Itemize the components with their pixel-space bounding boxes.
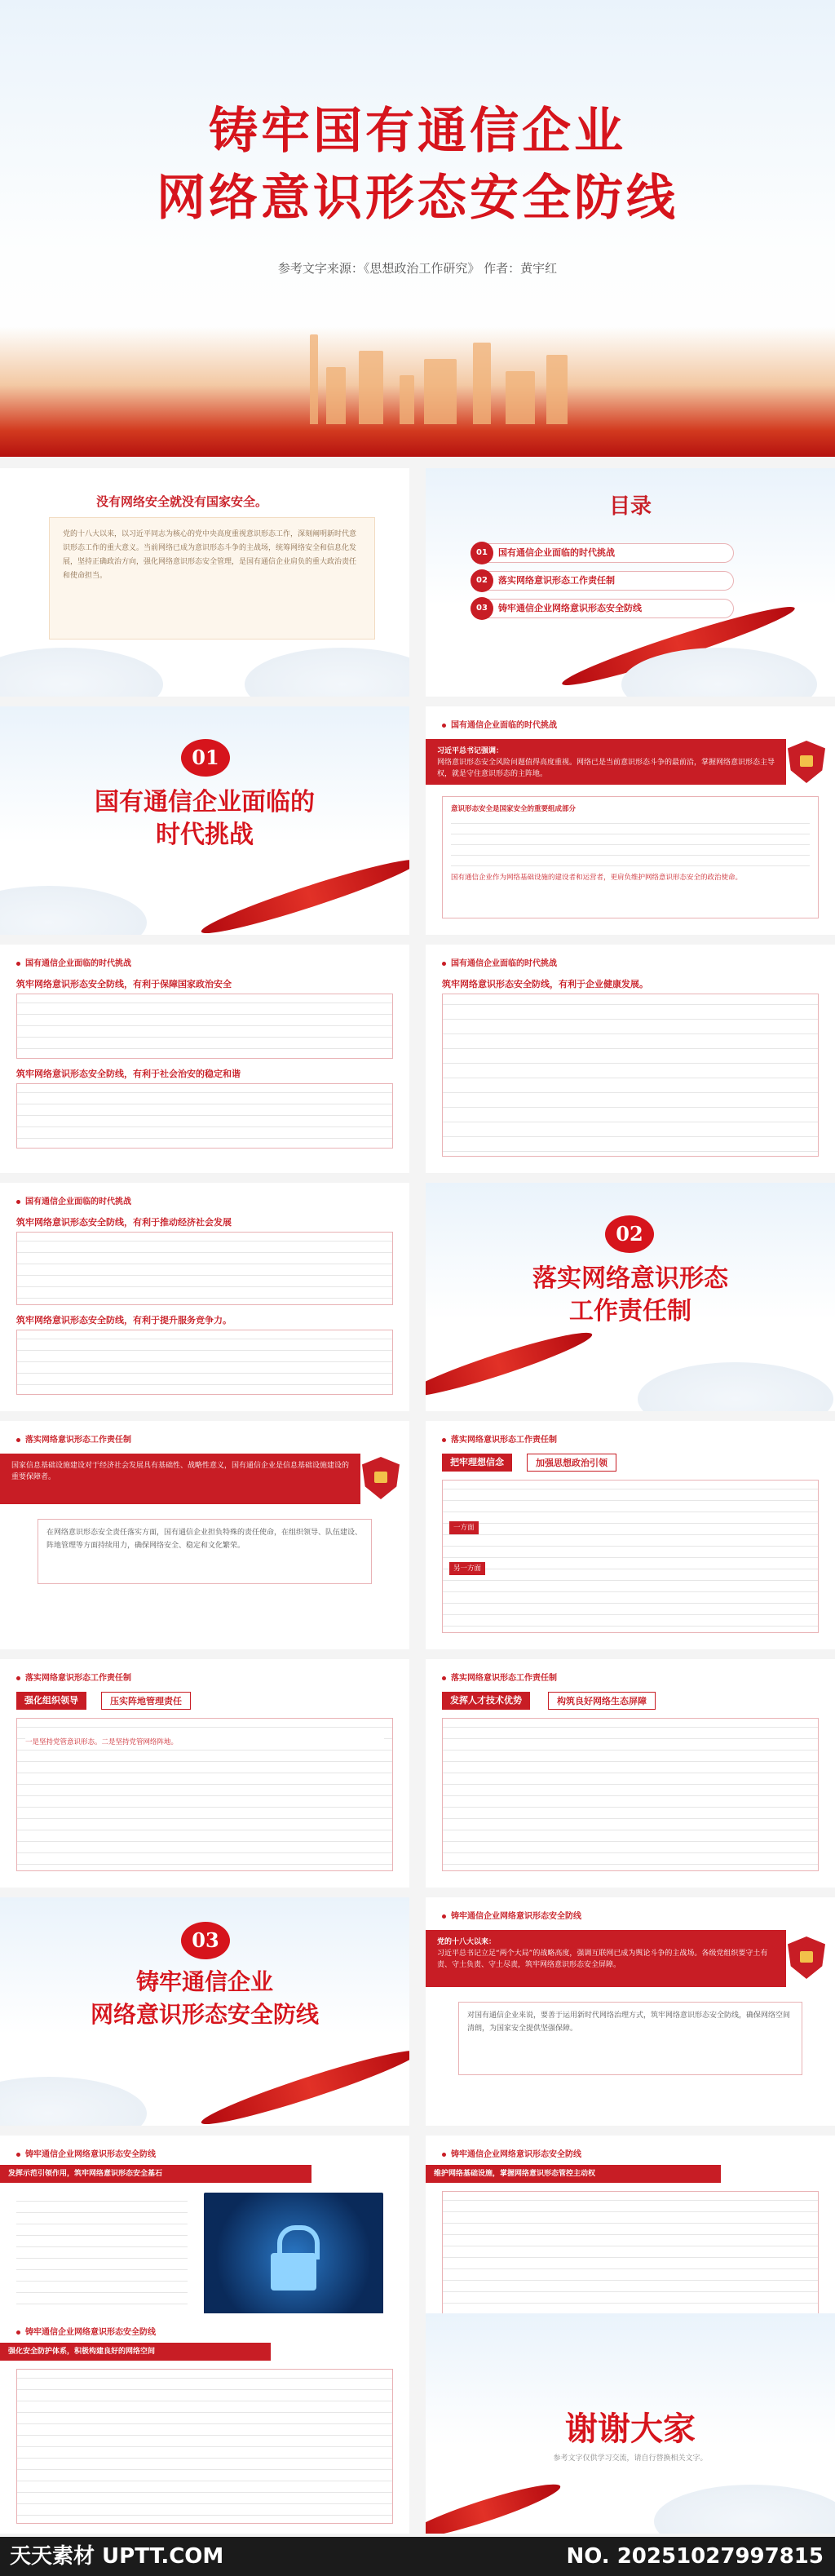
content-box: 对国有通信企业来说，要善于运用新时代网络治理方式，筑牢网络意识形态安全防线，确保网络空间清朗，为国家安全提供坚强保障。 <box>458 2002 802 2075</box>
content-box: 一方面 另一方面 <box>442 1480 819 1633</box>
content-box <box>16 1232 393 1305</box>
defense-slide-4: 铸牢通信企业网络意识形态安全防线 强化安全防护体系，积极构建良好的网络空间 <box>0 2313 409 2534</box>
content-box <box>442 994 819 1157</box>
content-box <box>16 2369 393 2524</box>
section-tag: 发挥人才技术优势 <box>442 1692 530 1710</box>
hero-title <box>0 98 835 232</box>
defense-slide-3: 铸牢通信企业网络意识形态安全防线 维护网络基础设施，掌握网络意识形态管控主动权 <box>426 2136 835 2364</box>
toc-title: 目录 <box>608 494 652 519</box>
section-02-slide <box>426 1183 835 1411</box>
intro-heading: 没有网络安全就没有国家安全。 <box>96 494 268 509</box>
highlight-box: 国家信息基础设施建设对于经济社会发展具有基础性、战略性意义，国有通信企业是信息基础设施建设的重要保障者。 <box>0 1454 360 1504</box>
challenge-quote-slide <box>426 706 835 935</box>
quote-box: 习近平总书记强调： 网络意识形态安全风险问题值得高度重视。网络已是当前意识形态斗争的最前沿，掌握网络意识形态主导权，就是守住意识形态的主阵地。 <box>426 739 786 785</box>
content-box: 一是坚持党管意识形态。二是坚持党管网络阵地。 <box>16 1718 393 1871</box>
section-tag: 把牢理想信念 <box>442 1454 512 1472</box>
lock-icon <box>204 2193 383 2323</box>
footer-brand: 天天素材 UPTT.COM <box>10 2544 224 2569</box>
point-heading: 筑牢网络意识形态安全防线，有利于社会治安的稳定和谐 <box>16 1069 241 1079</box>
toc-item-2[interactable]: 02 落实网络意识形态工作责任制 <box>473 571 734 591</box>
hero-source: 参考文字来源：《思想政治工作研究》 作者：黄宇红 <box>277 261 558 276</box>
section-title: 铸牢通信企业 网络意识形态安全防线 <box>90 1968 319 2028</box>
watermark-footer <box>0 2537 835 2576</box>
footer-id: NO. 20251027997815 <box>566 2544 824 2569</box>
city-skyline <box>0 326 835 457</box>
point-heading: 筑牢网络意识形态安全防线，有利于保障国家政治安全 <box>16 979 232 989</box>
section-01-slide <box>0 706 409 935</box>
intro-slide <box>0 468 409 697</box>
challenge-slide-3: 国有通信企业面临的时代挑战 筑牢网络意识形态安全防线，有利于企业健康发展。 <box>426 945 835 1173</box>
point-heading: 筑牢网络意识形态安全防线，有利于企业健康发展。 <box>442 979 648 989</box>
thanks-subtitle: 参考文字仅供学习交流，请自行替换相关文字。 <box>553 2454 708 2463</box>
content-box <box>442 1718 819 1871</box>
shield-icon <box>788 1936 825 1979</box>
hero-title-line1: 铸牢国有通信企业 <box>209 103 626 160</box>
section-tag-sub: 构筑良好网络生态屏障 <box>548 1692 656 1710</box>
highlight-box: 党的十八大以来： 习近平总书记立足“两个大局”的战略高度，强调互联网已成为舆论斗争的主战场。各级党组织要守土有责、守土负责、守土尽责，筑牢网络意识形态安全屏障。 <box>426 1930 786 1987</box>
section-tag-sub: 压实阵地管理责任 <box>101 1692 191 1710</box>
point-heading: 强化安全防护体系，积极构建良好的网络空间 <box>0 2343 271 2361</box>
section-03-slide <box>0 1897 409 2126</box>
section-number: 03 <box>181 1922 230 1959</box>
shield-icon <box>362 1457 400 1499</box>
content-box <box>16 1330 393 1395</box>
toc-slide <box>426 468 835 697</box>
hero-title-line2: 网络意识形态安全防线 <box>157 170 678 227</box>
duty-slide-1: 落实网络意识形态工作责任制 国家信息基础设施建设对于经济社会发展具有基础性、战略性意义，国有通信企业是信息基础设施建设的重要保障者。 在网络意识形态安全责任落实方面，国有通信企业担负特殊的责任使命，在组织领导、队伍建设、阵地管理等方面持续用力，确保网络安全、稳定和文化繁荣。 <box>0 1421 409 1649</box>
content-box <box>16 994 393 1059</box>
point-heading: 筑牢网络意识形态安全防线，有利于提升服务竞争力。 <box>16 1315 232 1326</box>
thanks-slide <box>426 2313 835 2534</box>
section-tag-sub: 加强思想政治引领 <box>527 1454 616 1472</box>
defense-slide-1: 铸牢通信企业网络意识形态安全防线 党的十八大以来： 习近平总书记立足“两个大局”的战略高度，强调互联网已成为舆论斗争的主战场。各级党组织要守土有责、守土负责、守土尽责，筑牢网络意识形态安全屏障。 对国有通信企业来说，要善于运用新时代网络治理方式，筑牢网络意识形态安全防线，确保网络空间清朗，为国家安全提供坚强保障。 <box>426 1897 835 2126</box>
section-title: 国有通信企业面临的 时代挑战 <box>95 788 315 849</box>
section-number: 02 <box>605 1215 654 1253</box>
defense-slide-2: 铸牢通信企业网络意识形态安全防线 发挥示范引领作用，筑牢网络意识形态安全基石 <box>0 2136 409 2364</box>
challenge-slide-4: 国有通信企业面临的时代挑战 筑牢网络意识形态安全防线，有利于推动经济社会发展 筑牢网络意识形态安全防线，有利于提升服务竞争力。 <box>0 1183 409 1411</box>
slide-header: 国有通信企业面临的时代挑战 <box>442 718 557 730</box>
section-tag: 强化组织领导 <box>16 1692 86 1710</box>
point-heading: 筑牢网络意识形态安全防线，有利于推动经济社会发展 <box>16 1217 232 1228</box>
challenge-slide-2: 国有通信企业面临的时代挑战 筑牢网络意识形态安全防线，有利于保障国家政治安全 筑牢网络意识形态安全防线，有利于社会治安的稳定和谐 <box>0 945 409 1173</box>
content-box: 意识形态安全是国家安全的重要组成部分 国有通信企业作为网络基础设施的建设者和运营者，更肩负维护网络意识形态安全的政治使命。 <box>442 796 819 918</box>
section-number: 01 <box>181 739 230 777</box>
duty-slide-2: 落实网络意识形态工作责任制 把牢理想信念 加强思想政治引领 一方面 另一方面 <box>426 1421 835 1649</box>
content-box: 在网络意识形态安全责任落实方面，国有通信企业担负特殊的责任使命，在组织领导、队伍建设、阵地管理等方面持续用力，确保网络安全、稳定和文化繁荣。 <box>38 1519 372 1584</box>
intro-body: 党的十八大以来，以习近平同志为核心的党中央高度重视意识形态工作，深刻阐明新时代意识形态工作的重大意义。当前网络已成为意识形态斗争的主战场，统筹网络安全和信息化发展，坚持正确政治方向，强化网络意识形态安全管理，是国有通信企业肩负的重大政治责任和使命担当。 <box>49 517 375 640</box>
point-heading: 发挥示范引领作用，筑牢网络意识形态安全基石 <box>0 2165 311 2183</box>
toc-item-1[interactable]: 01 国有通信企业面临的时代挑战 <box>473 543 734 563</box>
thanks-title: 谢谢大家 <box>565 2410 696 2448</box>
shield-icon <box>788 741 825 783</box>
content-box <box>16 1083 393 1149</box>
duty-slide-4: 落实网络意识形态工作责任制 发挥人才技术优势 构筑良好网络生态屏障 <box>426 1659 835 1888</box>
section-title: 落实网络意识形态 工作责任制 <box>532 1264 728 1326</box>
hero-banner <box>0 0 835 457</box>
duty-slide-3: 落实网络意识形态工作责任制 强化组织领导 压实阵地管理责任 一是坚持党管意识形态。二是坚持党管网络阵地。 <box>0 1659 409 1888</box>
point-heading: 维护网络基础设施，掌握网络意识形态管控主动权 <box>426 2165 721 2183</box>
toc-item-3[interactable]: 03 铸牢通信企业网络意识形态安全防线 <box>473 599 734 618</box>
